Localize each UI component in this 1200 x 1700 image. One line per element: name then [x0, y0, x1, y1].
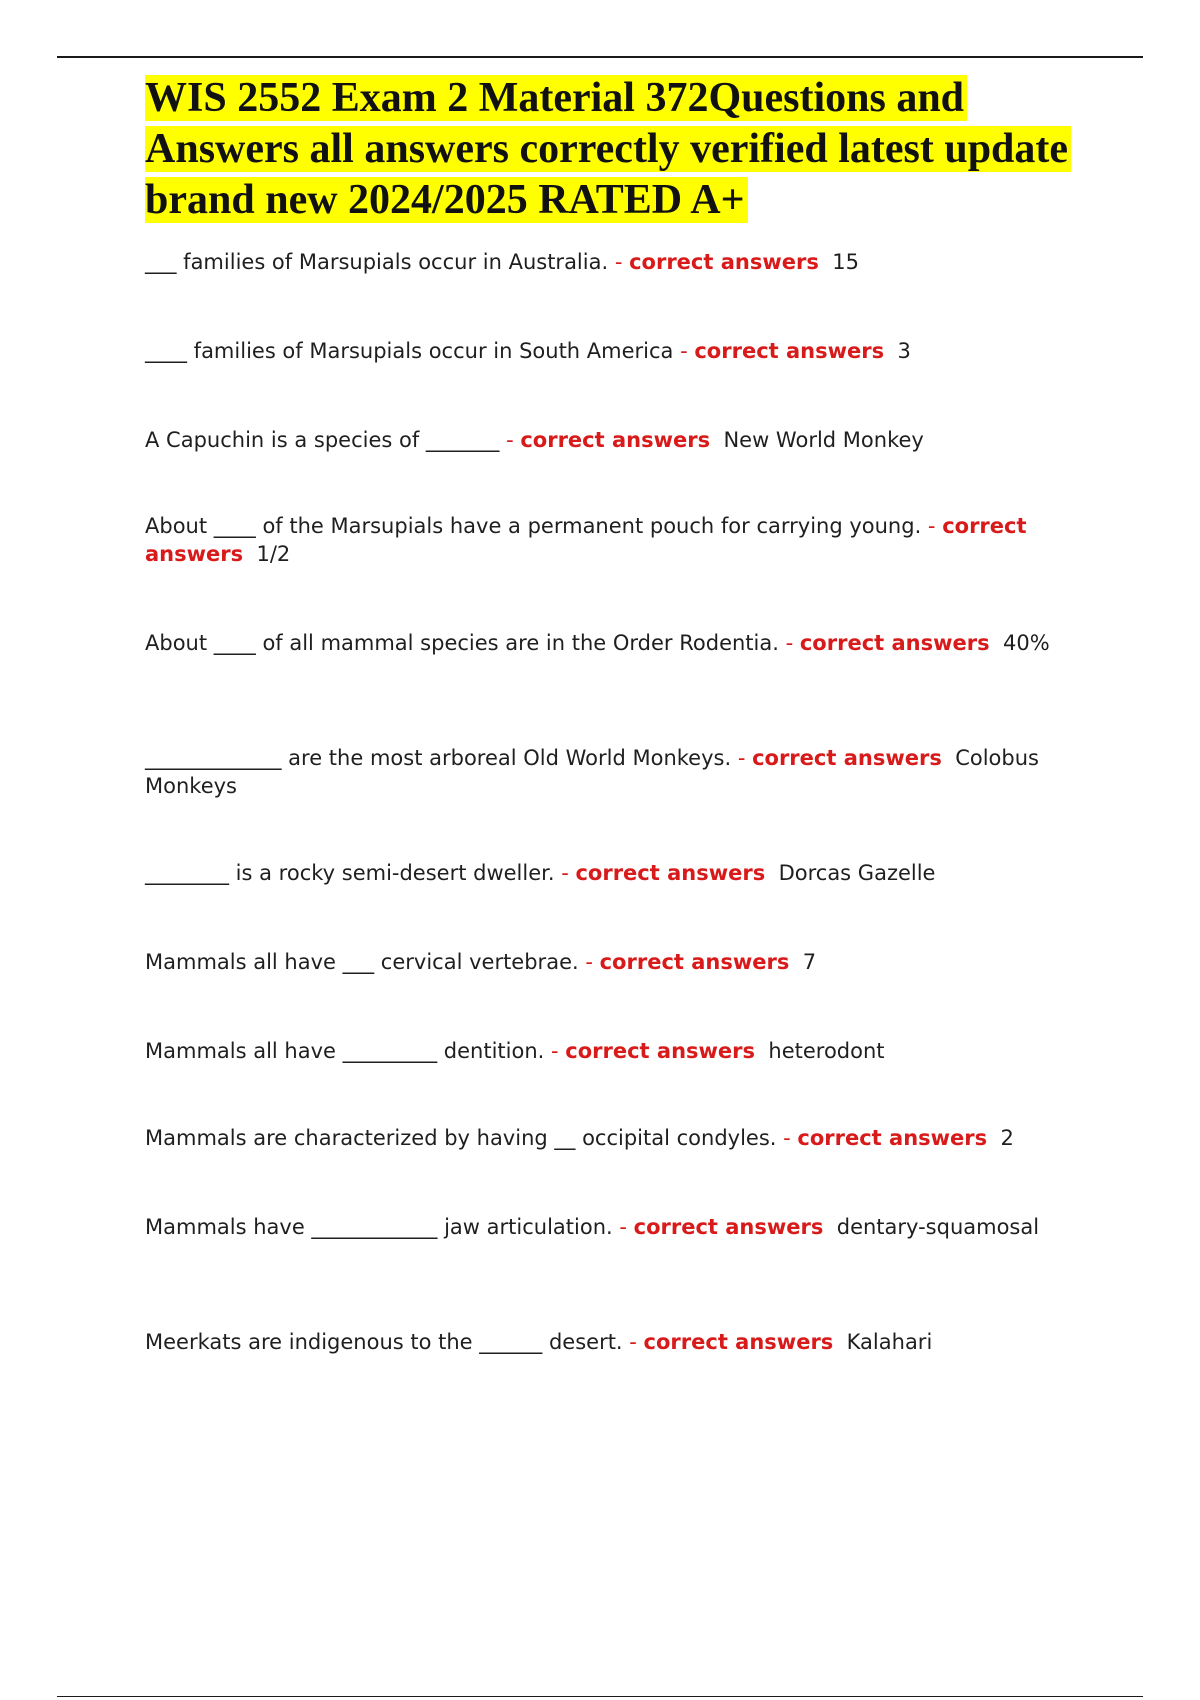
- qa-item: [145, 426, 1085, 454]
- qa-item: [145, 744, 1085, 800]
- qa-item: [145, 1037, 1085, 1065]
- answer-label: correct answers: [145, 514, 1027, 566]
- answer-label: correct answers: [633, 1215, 824, 1239]
- separator: -: [612, 1215, 634, 1239]
- answer-label: correct answers: [643, 1330, 834, 1354]
- qa-item: [145, 1124, 1085, 1152]
- separator: -: [499, 428, 521, 452]
- document-title-text: WIS 2552 Exam 2 Material 372Questions and Answers all answers correctly verified latest update brand new 2024/2025 RATED A+: [145, 75, 1071, 223]
- qa-item: [145, 629, 1085, 657]
- separator: -: [578, 950, 600, 974]
- bottom-rule: [57, 1696, 1143, 1697]
- separator: -: [544, 1039, 566, 1063]
- question-text: ____ families of Marsupials occur in South America: [145, 339, 674, 363]
- question-text: ________ is a rocky semi-desert dweller.: [145, 861, 555, 885]
- answer-label: correct answers: [565, 1039, 756, 1063]
- qa-item: [145, 1328, 1085, 1356]
- answer-label: correct answers: [520, 428, 711, 452]
- answer-text: New World Monkey: [723, 428, 924, 452]
- separator: -: [608, 250, 630, 274]
- answer-text: 1/2: [256, 542, 291, 566]
- question-text: Mammals are characterized by having __ occipital condyles.: [145, 1126, 777, 1150]
- separator: -: [731, 746, 753, 770]
- answer-label: correct answers: [694, 339, 885, 363]
- qa-item: [145, 859, 1085, 887]
- answer-text: heterodont: [768, 1039, 885, 1063]
- answer-label: correct answers: [752, 746, 942, 770]
- answer-label: correct answers: [629, 250, 819, 274]
- separator: -: [622, 1330, 644, 1354]
- answer-label: correct answers: [575, 861, 766, 885]
- question-text: _____________ are the most arboreal Old World Monkeys.: [145, 746, 732, 770]
- question-text: About ____ of the Marsupials have a permanent pouch for carrying young.: [145, 514, 922, 538]
- question-text: Mammals have ____________ jaw articulation.: [145, 1215, 613, 1239]
- answer-text: 40%: [1002, 631, 1050, 655]
- answer-text: dentary-squamosal: [836, 1215, 1040, 1239]
- separator: -: [673, 339, 695, 363]
- answer-label: correct answers: [599, 950, 790, 974]
- answer-label: correct answers: [799, 631, 990, 655]
- answer-text: 7: [802, 950, 817, 974]
- separator: -: [554, 861, 576, 885]
- answer-label: correct answers: [797, 1126, 988, 1150]
- qa-item: [145, 948, 1085, 976]
- answer-text: 15: [832, 250, 859, 274]
- question-text: ___ families of Marsupials occur in Australia.: [145, 250, 609, 274]
- question-text: Meerkats are indigenous to the ______ desert.: [145, 1330, 623, 1354]
- answer-text: 2: [1000, 1126, 1014, 1150]
- separator: -: [921, 514, 943, 538]
- question-text: Mammals all have _________ dentition.: [145, 1039, 545, 1063]
- answer-text: 3: [897, 339, 911, 363]
- question-text: About ____ of all mammal species are in the Order Rodentia.: [145, 631, 779, 655]
- separator: -: [776, 1126, 798, 1150]
- top-rule: [57, 56, 1143, 58]
- qa-item: [145, 1213, 1085, 1241]
- qa-item: [145, 248, 1085, 276]
- qa-item: [145, 512, 1085, 568]
- separator: -: [778, 631, 800, 655]
- qa-item: [145, 337, 1085, 365]
- answer-text: Colobus Monkeys: [145, 746, 1039, 798]
- answer-text: Kalahari: [846, 1330, 933, 1354]
- question-text: A Capuchin is a species of _______: [145, 428, 500, 452]
- document-title: [145, 73, 1095, 226]
- question-text: Mammals all have ___ cervical vertebrae.: [145, 950, 579, 974]
- answer-text: Dorcas Gazelle: [778, 861, 936, 885]
